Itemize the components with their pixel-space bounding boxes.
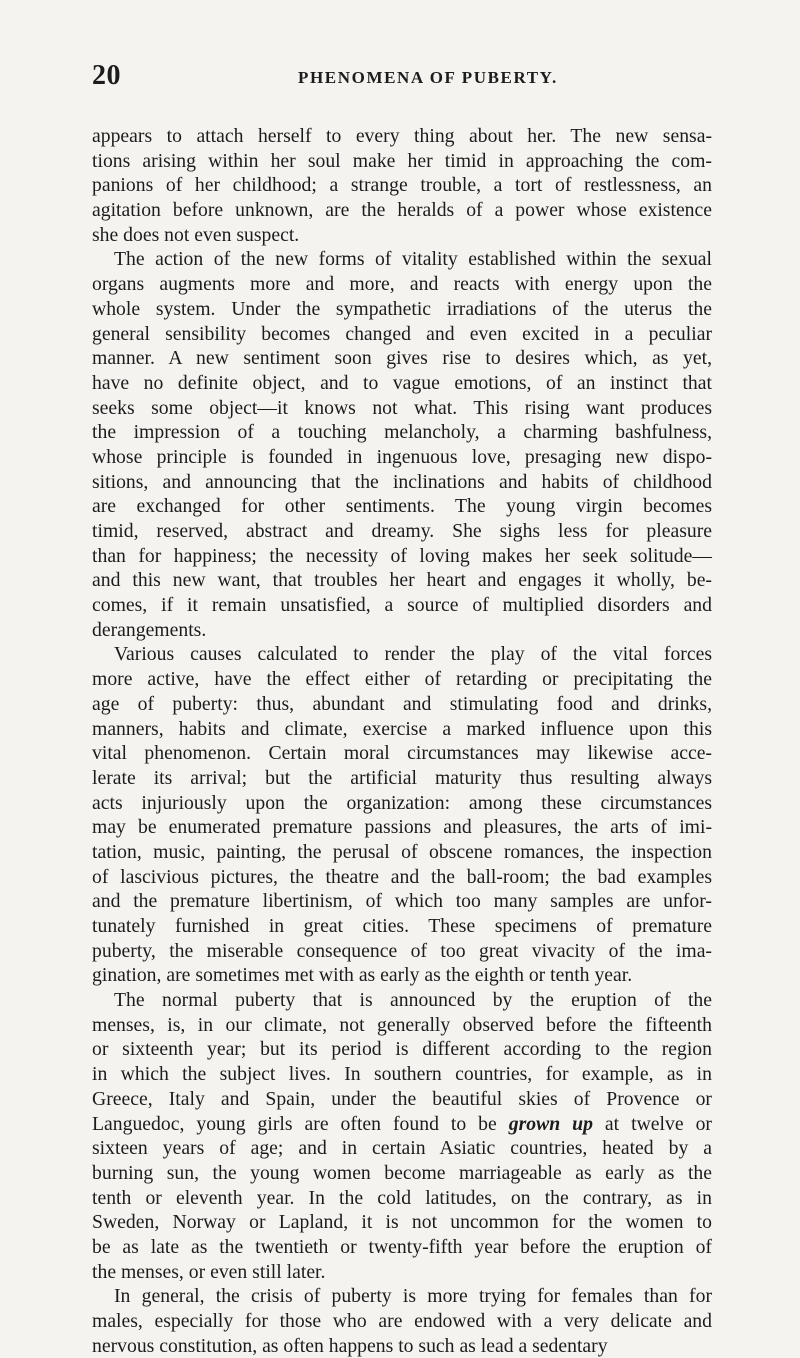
text-line [92, 519, 712, 544]
text-line [92, 445, 712, 470]
text-line-content: in which the subject lives. In southern countries, for example, as in [92, 1063, 712, 1086]
text-line-content: organs augments more and more, and reacts with energy upon the [92, 273, 712, 296]
text-line [92, 198, 712, 223]
text-line-content: Sweden, Norway or Lapland, it is not uncommon for the women to [92, 1211, 712, 1234]
text-line-content: seeks some object—it knows not what. This rising want produces [92, 396, 712, 419]
text-line-content: she does not even suspect. [92, 223, 300, 246]
text-line-content: tunately furnished in great cities. These specimens of premature [92, 915, 712, 937]
text-line-content: and this new want, that troubles her heart and engages it wholly, be- [92, 569, 712, 592]
text-line-content: vital phenomenon. Certain moral circumstances may likewise acce- [92, 742, 712, 765]
text-line-content: more active, have the effect either of retarding or precipitating the [92, 668, 712, 691]
page-number: 20 [92, 60, 121, 91]
text-line-content: of lascivious pictures, the theatre and the ball-room; the bad examples [92, 865, 712, 888]
text-line-content: menses, is, in our climate, not generally observed before the fifteenth [92, 1013, 712, 1036]
text-line-content: In general, the crisis of puberty is more trying for females than for [114, 1285, 712, 1308]
text-line-content: acts injuriously upon the organization: among these circumstances [92, 791, 712, 814]
text-line [92, 346, 712, 371]
text-line-content: or sixteenth year; but its period is different according to the region [92, 1038, 712, 1061]
text-line-content: than for happiness; the necessity of loving makes her seek solitude— [92, 544, 712, 567]
text-line-content: Languedoc, young girls are often found to be [92, 1112, 509, 1135]
text-line [92, 1334, 712, 1358]
text-line [92, 1309, 712, 1334]
text-line-content: panions of her childhood; a strange trouble, a tort of restlessness, an [92, 174, 712, 197]
text-line [92, 371, 712, 396]
text-line-content: whose principle is founded in ingenuous love, presaging new dispo- [92, 445, 712, 468]
text-line-content: The normal puberty that is announced by the eruption of the [114, 989, 712, 1012]
text-line-content: general sensibility becomes changed and even excited in a peculiar [92, 322, 712, 345]
text-line [92, 173, 712, 198]
text-line-content: puberty, the miserable consequence of too great vivacity of the ima- [92, 939, 712, 962]
text-line [92, 618, 712, 643]
text-line [92, 717, 712, 742]
text-line-content: comes, if it remain unsatisfied, a source of multiplied disorders and [92, 594, 712, 617]
text-line [92, 322, 712, 347]
text-line [92, 1235, 712, 1260]
text-line-content: whole system. Under the sympathetic irradiations of the uterus the [92, 297, 712, 320]
text-line [92, 149, 712, 174]
text-line [92, 963, 712, 988]
text-line [92, 1260, 712, 1285]
text-line [92, 815, 712, 840]
text-line [92, 223, 712, 248]
text-line-content: and the premature libertinism, of which too many samples are unfor- [92, 890, 712, 913]
text-line [92, 865, 712, 890]
text-line [92, 1210, 712, 1235]
text-line-content: the menses, or even still later. [92, 1260, 326, 1283]
text-line [92, 1284, 712, 1309]
text-line [92, 667, 712, 692]
text-line-content: manner. A new sentiment soon gives rise to desires which, as yet, [92, 347, 712, 370]
text-line [92, 1112, 712, 1137]
text-line [92, 568, 712, 593]
text-line-content: be as late as the twentieth or twenty-fifth year before the eruption of [92, 1235, 712, 1258]
text-line [92, 692, 712, 717]
text-line-content: tions arising within her soul make her timid in approaching the com- [92, 149, 712, 172]
text-line-content: derangements. [92, 618, 207, 641]
body-text [92, 124, 712, 1358]
text-line-content: gination, are sometimes met with as early as the eighth or tenth year. [92, 964, 633, 987]
text-line-content: burning sun, the young women become marriageable as early as the [92, 1161, 712, 1184]
text-line [92, 494, 712, 519]
text-line-content: agitation before unknown, are the heralds of a power whose existence [92, 199, 712, 222]
page-header [0, 56, 800, 96]
text-line [92, 988, 712, 1013]
text-line [92, 939, 712, 964]
text-line-content: have no definite object, and to vague emotions, of an instinct that [92, 371, 712, 394]
text-line [92, 914, 712, 939]
text-line-content: are exchanged for other sentiments. The young virgin becomes [92, 495, 712, 518]
text-line [92, 1037, 712, 1062]
text-line [92, 1186, 712, 1211]
text-line [92, 593, 712, 618]
text-line [92, 889, 712, 914]
text-line-content: Various causes calculated to render the play of the vital forces [114, 643, 712, 666]
text-line-content: age of puberty: thus, abundant and stimulating food and drinks, [92, 692, 712, 715]
text-line [92, 396, 712, 421]
text-line [92, 470, 712, 495]
text-line [92, 247, 712, 272]
text-line [92, 766, 712, 791]
text-line-content: lerate its arrival; but the artificial maturity thus resulting always [92, 766, 712, 789]
text-line-content: manners, habits and climate, exercise a marked influence upon this [92, 717, 712, 740]
text-line [92, 272, 712, 297]
text-line-content: may be enumerated premature passions and pleasures, the arts of imi- [92, 816, 712, 839]
text-line-content: The action of the new forms of vitality established within the sexual [114, 248, 712, 271]
text-line [92, 1013, 712, 1038]
text-line [92, 840, 712, 865]
text-line-content: tenth or eleventh year. In the cold latitudes, on the contrary, as in [92, 1186, 712, 1209]
emphasized-phrase: grown up [508, 1112, 593, 1135]
text-line [92, 544, 712, 569]
text-line [92, 1087, 712, 1112]
text-line-content: nervous constitution, as often happens to such as lead a sedentary [92, 1334, 608, 1357]
text-line [92, 741, 712, 766]
text-line-content: Greece, Italy and Spain, under the beautiful skies of Provence or [92, 1087, 712, 1110]
text-line-content: appears to attach herself to every thing about her. The new sensa- [92, 125, 712, 147]
text-line [92, 420, 712, 445]
text-line-content: males, especially for those who are endowed with a very delicate and [92, 1310, 712, 1332]
text-line [92, 297, 712, 322]
text-line [92, 1136, 712, 1161]
text-line-content: the impression of a touching melancholy, a charming bashfulness, [92, 421, 712, 444]
text-line-content: timid, reserved, abstract and dreamy. She sighs less for pleasure [92, 520, 712, 542]
text-line [92, 1062, 712, 1087]
text-line [92, 124, 712, 149]
text-line-content: sitions, and announcing that the inclinations and habits of childhood [92, 470, 712, 493]
text-line [92, 791, 712, 816]
text-line-content: sixteen years of age; and in certain Asiatic countries, heated by a [92, 1137, 712, 1160]
text-line-continuation: at twelve or [592, 1112, 712, 1135]
text-line-content: tation, music, painting, the perusal of obscene romances, the inspection [92, 840, 712, 863]
running-title: PHENOMENA OF PUBERTY. [298, 68, 558, 87]
text-line [92, 1161, 712, 1186]
text-line [92, 642, 712, 667]
